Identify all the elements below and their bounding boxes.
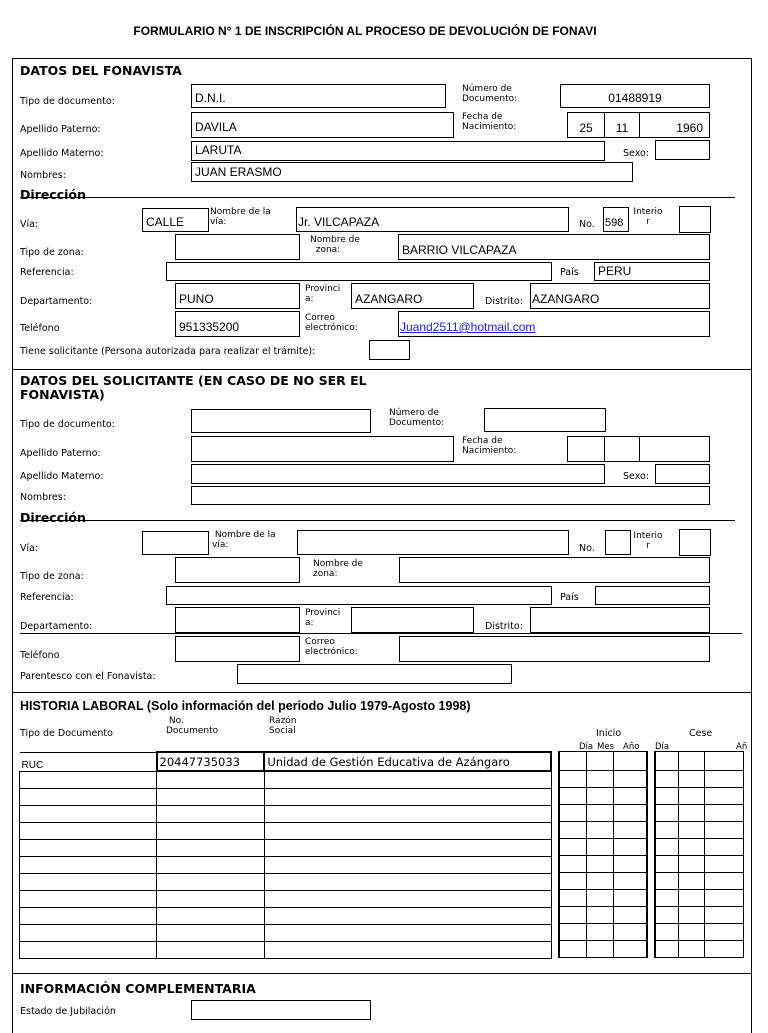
cell[interactable] xyxy=(679,941,705,958)
direccion-rule xyxy=(20,197,735,198)
sol-ap-paterno-field[interactable] xyxy=(191,436,454,462)
via-field[interactable]: CALLE xyxy=(142,208,209,232)
cell[interactable] xyxy=(20,839,157,856)
departamento-label: Departamento: xyxy=(20,296,93,307)
sol-ap-materno-label: Apellido Materno: xyxy=(20,471,104,482)
departamento-field[interactable]: PUNO xyxy=(175,283,300,309)
sol-telefono-label: Teléfono xyxy=(20,650,60,661)
historia-table xyxy=(19,751,552,959)
estado-jubilacion-label: Estado de Jubilación xyxy=(20,1006,116,1017)
table-row xyxy=(655,924,744,941)
cell[interactable] xyxy=(157,856,265,873)
cell[interactable] xyxy=(704,941,743,958)
solicitante-header: DATOS DEL SOLICITANTE (EN CASO DE NO SER EL FONAVISTA) xyxy=(20,373,367,402)
table-row xyxy=(20,856,552,873)
cell[interactable] xyxy=(704,890,743,907)
table-row xyxy=(655,873,744,890)
cell[interactable] xyxy=(655,873,679,890)
sol-sexo-label: Sexo: xyxy=(623,471,650,482)
cell[interactable] xyxy=(264,788,551,805)
sol-direccion-heading: Dirección xyxy=(20,510,86,525)
interior-field[interactable] xyxy=(679,206,711,233)
sol-mes-field[interactable] xyxy=(604,436,640,462)
cell[interactable] xyxy=(20,856,157,873)
cell[interactable] xyxy=(655,752,679,771)
cell[interactable] xyxy=(157,771,265,788)
cell[interactable] xyxy=(157,890,265,907)
cell[interactable] xyxy=(704,805,743,822)
ap-paterno-field[interactable]: DAVILA xyxy=(191,112,454,138)
tipo-doc-label: Tipo de documento: xyxy=(20,96,115,107)
cell[interactable] xyxy=(704,924,743,941)
cell[interactable] xyxy=(559,839,586,856)
table-row xyxy=(20,788,552,805)
table-row xyxy=(559,941,647,958)
sol-pais-label: País xyxy=(560,592,579,603)
cell[interactable] xyxy=(614,890,647,907)
sol-interior-label: Interio r xyxy=(633,531,663,551)
num-doc-field[interactable]: 01488919 xyxy=(560,84,710,108)
fonavista-header: DATOS DEL FONAVISTA xyxy=(20,63,182,78)
cell[interactable] xyxy=(679,822,705,839)
inicio-label: Inicio xyxy=(596,728,622,739)
cell[interactable] xyxy=(586,788,613,805)
sol-dia-field[interactable] xyxy=(567,436,605,462)
cell[interactable] xyxy=(614,856,647,873)
cell[interactable] xyxy=(614,941,647,958)
mes-nac-field[interactable]: 11 xyxy=(604,112,640,138)
sol-provincia-label: Provinci a: xyxy=(305,608,341,628)
table-row xyxy=(559,907,647,924)
cell[interactable] xyxy=(264,805,551,822)
cell[interactable] xyxy=(614,788,647,805)
inicio-anio-label: Año xyxy=(623,742,640,752)
table-row xyxy=(655,839,744,856)
telefono-label: Teléfono xyxy=(20,323,60,334)
table-row xyxy=(559,752,647,771)
table-row xyxy=(20,752,552,771)
cell[interactable] xyxy=(614,752,647,771)
table-row xyxy=(655,771,744,788)
sol-distrito-label: Distrito: xyxy=(485,621,523,632)
ap-materno-label: Apellido Materno: xyxy=(20,148,104,159)
table-row xyxy=(559,890,647,907)
ap-materno-field[interactable]: LARUTA xyxy=(191,141,605,161)
cell[interactable] xyxy=(655,839,679,856)
cell[interactable] xyxy=(679,890,705,907)
sol-anio-field[interactable] xyxy=(639,436,710,462)
cell[interactable] xyxy=(655,856,679,873)
sol-num-doc-label: Número de Documento: xyxy=(389,408,445,428)
form-title: FORMULARIO N° 1 DE INSCRIPCIÓN AL PROCESO DE DEVOLUCIÓN DE FONAVI xyxy=(133,24,597,38)
referencia-field[interactable] xyxy=(166,262,552,281)
inicio-mes-label: Mes xyxy=(597,742,614,752)
anio-nac-field[interactable]: 1960 xyxy=(639,112,710,138)
cell[interactable] xyxy=(586,805,613,822)
cell[interactable] xyxy=(264,873,551,890)
provincia-label: Provinci a: xyxy=(305,284,341,304)
cell[interactable] xyxy=(679,839,705,856)
table-row xyxy=(559,771,647,788)
complementaria-header: INFORMACIÓN COMPLEMENTARIA xyxy=(20,981,256,996)
cell[interactable] xyxy=(264,941,551,958)
cell[interactable] xyxy=(559,856,586,873)
cell[interactable] xyxy=(157,822,265,839)
sol-direccion-rule xyxy=(20,520,735,521)
cell[interactable] xyxy=(20,941,157,958)
table-row xyxy=(559,805,647,822)
nombres-label: Nombres: xyxy=(20,170,66,181)
sol-departamento-rule xyxy=(20,633,742,634)
cell[interactable] xyxy=(679,752,705,771)
cell[interactable] xyxy=(586,924,613,941)
numero-label: No. xyxy=(579,219,595,230)
table-row xyxy=(559,873,647,890)
cell[interactable] xyxy=(655,805,679,822)
cell[interactable] xyxy=(264,771,551,788)
cell[interactable] xyxy=(614,771,647,788)
sol-tipo-doc-label: Tipo de documento: xyxy=(20,419,115,430)
cell[interactable] xyxy=(614,907,647,924)
table-row xyxy=(655,788,744,805)
sol-provincia-field[interactable] xyxy=(351,607,474,633)
via-label: Vía: xyxy=(20,219,39,230)
sol-ap-materno-field[interactable] xyxy=(191,464,605,484)
cell[interactable] xyxy=(704,839,743,856)
cese-dia-label: Día xyxy=(655,742,670,752)
cese-label: Cese xyxy=(689,728,713,739)
cell[interactable] xyxy=(704,752,743,771)
cell[interactable] xyxy=(157,839,265,856)
sol-nombre-via-label: Nombre de la vía: xyxy=(212,530,276,550)
cell[interactable] xyxy=(586,890,613,907)
table-row xyxy=(655,890,744,907)
fecha-nac-label: Fecha de Nacimiento: xyxy=(462,112,517,132)
cell[interactable] xyxy=(559,924,586,941)
cese-anio-label: Añ xyxy=(736,742,748,752)
cell[interactable] xyxy=(679,907,705,924)
sol-nombres-field[interactable] xyxy=(191,486,710,505)
cell[interactable] xyxy=(264,822,551,839)
col-tipo-doc-label: Tipo de Documento xyxy=(20,728,113,739)
table-row xyxy=(655,752,744,771)
table-row xyxy=(559,788,647,805)
sol-correo-label: Correo electrónico: xyxy=(305,637,358,657)
sol-num-doc-field[interactable] xyxy=(484,408,606,432)
cell[interactable] xyxy=(614,822,647,839)
cell[interactable] xyxy=(679,805,705,822)
sol-nombre-via-field[interactable] xyxy=(297,530,569,555)
cell[interactable] xyxy=(20,788,157,805)
cell[interactable] xyxy=(157,907,265,924)
sol-ap-paterno-label: Apellido Paterno: xyxy=(20,448,101,459)
direccion-heading: Dirección xyxy=(20,187,86,202)
cell[interactable] xyxy=(559,752,586,771)
cell[interactable] xyxy=(704,771,743,788)
inicio-dia-label: Día xyxy=(579,742,594,752)
cell[interactable] xyxy=(679,924,705,941)
nombre-via-field[interactable]: Jr. VILCAPAZA xyxy=(296,207,569,232)
provincia-field[interactable]: AZANGARO xyxy=(351,283,474,309)
cell[interactable] xyxy=(559,907,586,924)
cell[interactable] xyxy=(679,788,705,805)
cell[interactable] xyxy=(559,822,586,839)
cell[interactable] xyxy=(264,856,551,873)
sol-numero-field[interactable] xyxy=(605,530,631,555)
cell[interactable] xyxy=(655,924,679,941)
cell[interactable] xyxy=(264,907,551,924)
cell[interactable] xyxy=(586,856,613,873)
cell[interactable] xyxy=(704,873,743,890)
sol-nombre-zona-field[interactable] xyxy=(399,557,710,583)
pais-field[interactable]: PERU xyxy=(594,262,710,281)
row1-razon-cell[interactable]: Unidad de Gestión Educativa de Azángaro xyxy=(264,752,551,771)
correo-link[interactable]: Juand2511@hotmail.com xyxy=(400,320,536,334)
cell[interactable] xyxy=(559,873,586,890)
sol-departamento-label: Departamento: xyxy=(20,621,93,632)
sol-referencia-label: Referencia: xyxy=(20,592,74,603)
sol-via-field[interactable] xyxy=(142,531,209,555)
sexo-label: Sexo: xyxy=(623,148,650,159)
table-row xyxy=(655,907,744,924)
cell[interactable] xyxy=(559,788,586,805)
telefono-field[interactable]: 951335200 xyxy=(175,311,300,337)
col-no-doc-label: No. Documento xyxy=(166,716,219,736)
nombre-zona-label: Nombre de zona: xyxy=(310,235,360,255)
cell[interactable] xyxy=(20,890,157,907)
cell[interactable] xyxy=(157,924,265,941)
row1-numero-cell[interactable]: 20447735033 xyxy=(157,752,265,771)
nombres-field[interactable]: JUAN ERASMO xyxy=(191,162,633,182)
cell[interactable] xyxy=(586,873,613,890)
table-row xyxy=(20,907,552,924)
interior-label: Interio r xyxy=(633,207,663,227)
cell[interactable] xyxy=(679,873,705,890)
cell[interactable] xyxy=(157,873,265,890)
parentesco-label: Parentesco con el Fonavista: xyxy=(20,671,156,682)
table-row xyxy=(20,771,552,788)
sol-numero-label: No. xyxy=(579,543,595,554)
cell[interactable] xyxy=(157,805,265,822)
table-row xyxy=(20,941,552,958)
cell[interactable] xyxy=(655,941,679,958)
cell[interactable] xyxy=(20,822,157,839)
cell[interactable] xyxy=(655,771,679,788)
cell[interactable] xyxy=(264,890,551,907)
cell[interactable] xyxy=(679,856,705,873)
table-row xyxy=(20,924,552,941)
cell[interactable] xyxy=(704,822,743,839)
correo-field[interactable] xyxy=(398,311,710,337)
cell[interactable] xyxy=(655,788,679,805)
sol-distrito-field[interactable] xyxy=(530,607,710,633)
cell[interactable] xyxy=(20,771,157,788)
dia-nac-field[interactable]: 25 xyxy=(567,112,605,138)
sol-nombre-zona-label: Nombre de zona: xyxy=(313,559,363,579)
num-doc-label: Número de Documento: xyxy=(462,84,518,104)
table-row xyxy=(655,941,744,958)
sol-telefono-field[interactable] xyxy=(175,636,300,662)
cell[interactable] xyxy=(20,805,157,822)
sol-departamento-field[interactable] xyxy=(175,607,300,633)
inicio-date-grid xyxy=(558,751,648,958)
cell[interactable] xyxy=(559,805,586,822)
sol-nombres-label: Nombres: xyxy=(20,492,66,503)
cese-date-grid xyxy=(654,751,744,958)
cell[interactable] xyxy=(20,873,157,890)
table-row xyxy=(20,873,552,890)
sol-correo-field[interactable] xyxy=(399,636,710,662)
tipo-zona-field[interactable] xyxy=(175,234,300,260)
cell[interactable] xyxy=(559,941,586,958)
table-row xyxy=(559,856,647,873)
sol-interior-field[interactable] xyxy=(679,529,711,556)
cell[interactable] xyxy=(586,771,613,788)
cell[interactable] xyxy=(586,752,613,771)
referencia-label: Referencia: xyxy=(20,267,74,278)
cell[interactable] xyxy=(20,924,157,941)
cell[interactable] xyxy=(559,890,586,907)
cell[interactable] xyxy=(614,839,647,856)
sol-referencia-field[interactable] xyxy=(166,586,552,605)
sol-fecha-nac-label: Fecha de Nacimiento: xyxy=(462,436,517,456)
cell[interactable] xyxy=(614,873,647,890)
cell[interactable] xyxy=(157,788,265,805)
pais-label: País xyxy=(560,267,579,278)
cell[interactable] xyxy=(655,822,679,839)
sol-tipo-zona-field[interactable] xyxy=(175,557,300,583)
table-row xyxy=(20,805,552,822)
table-row xyxy=(655,822,744,839)
cell[interactable] xyxy=(559,771,586,788)
numero-field[interactable]: 598 xyxy=(603,207,629,232)
historia-header: HISTORIA LABORAL (Solo información del periodo Julio 1979-Agosto 1998) xyxy=(20,699,471,713)
cell[interactable] xyxy=(20,907,157,924)
table-row xyxy=(655,856,744,873)
cell[interactable] xyxy=(157,941,265,958)
table-row xyxy=(20,839,552,856)
cell[interactable] xyxy=(655,907,679,924)
tipo-doc-field[interactable]: D.N.I. xyxy=(191,84,446,108)
tipo-zona-label: Tipo de zona: xyxy=(20,247,84,258)
cell[interactable] xyxy=(586,941,613,958)
sol-sexo-field[interactable] xyxy=(655,464,710,484)
sol-tipo-zona-label: Tipo de zona: xyxy=(20,571,84,582)
cell[interactable] xyxy=(586,907,613,924)
table-row xyxy=(559,924,647,941)
correo-label: Correo electrónico: xyxy=(305,313,358,333)
cell[interactable] xyxy=(614,805,647,822)
sexo-field[interactable] xyxy=(655,140,710,160)
parentesco-field[interactable] xyxy=(237,664,512,684)
cell[interactable] xyxy=(586,839,613,856)
col-razon-label: Razón Social xyxy=(269,716,297,736)
nombre-via-label: Nombre de la vía: xyxy=(210,207,271,227)
cell[interactable] xyxy=(264,924,551,941)
distrito-label: Distrito: xyxy=(485,296,523,307)
sol-via-label: Vía: xyxy=(20,543,39,554)
table-row xyxy=(559,839,647,856)
distrito-field[interactable]: AZANGARO xyxy=(530,283,710,309)
nombre-zona-field[interactable]: BARRIO VILCAPAZA xyxy=(398,234,710,260)
tiene-solicitante-field[interactable] xyxy=(369,340,410,360)
cell[interactable] xyxy=(679,771,705,788)
table-row xyxy=(20,890,552,907)
cell[interactable] xyxy=(655,890,679,907)
sol-pais-field[interactable] xyxy=(595,586,710,605)
tiene-solicitante-label: Tiene solicitante (Persona autorizada para realizar el trámite): xyxy=(20,346,316,357)
estado-jubilacion-field[interactable] xyxy=(191,1000,371,1020)
cell[interactable] xyxy=(704,856,743,873)
table-row xyxy=(559,822,647,839)
table-row xyxy=(655,805,744,822)
ap-paterno-label: Apellido Paterno: xyxy=(20,124,101,135)
cell[interactable] xyxy=(704,788,743,805)
sol-tipo-doc-field[interactable] xyxy=(191,409,371,433)
table-row xyxy=(20,822,552,839)
row1-tipo-cell[interactable]: RUC xyxy=(20,752,157,771)
cell[interactable] xyxy=(586,822,613,839)
cell[interactable] xyxy=(614,924,647,941)
cell[interactable] xyxy=(704,907,743,924)
cell[interactable] xyxy=(264,839,551,856)
